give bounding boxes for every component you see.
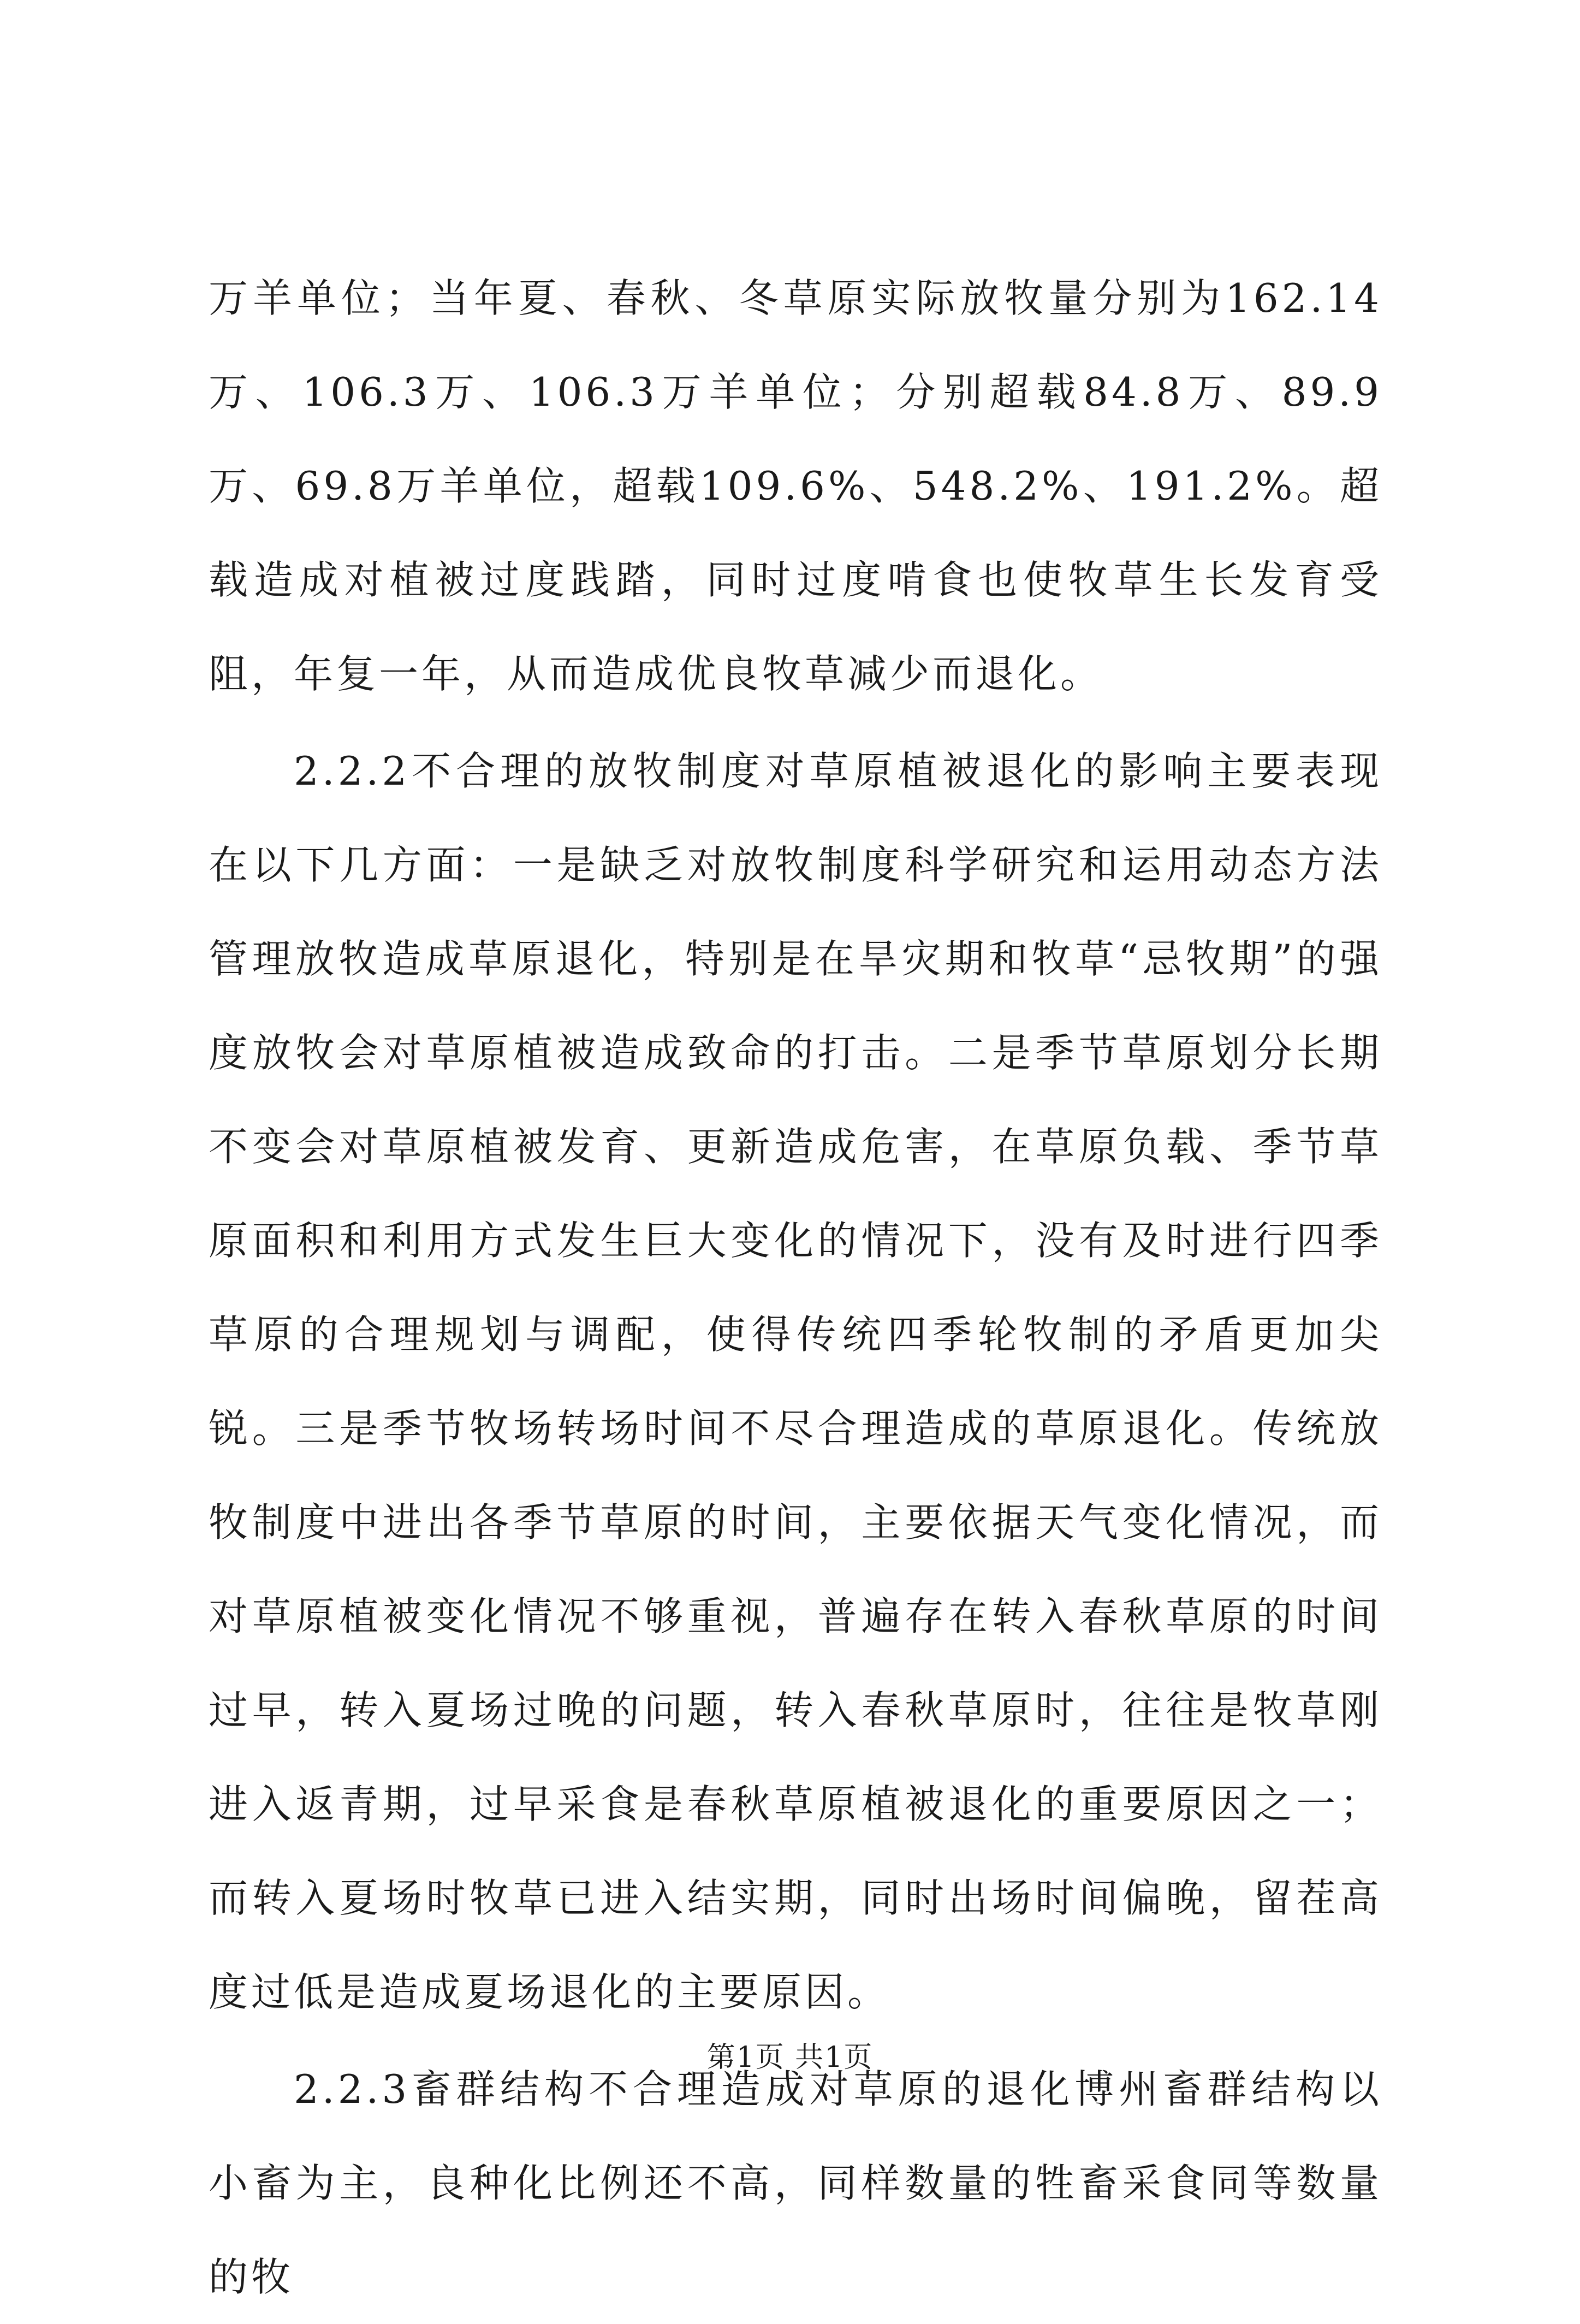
paragraph-continued: 万羊单位；当年夏、春秋、冬草原实际放牧量分别为162.14万、106.3万、106.3万羊单位；分别超载84.8万、89.9万、69.8万羊单位，超载109.6%、548.2%、191.2%。超载造成对植被过度践踏，同时过度啃食也使牧草生长发育受阻，年复一年，从而造成优良牧草减少而退化。 [209, 275, 1382, 697]
page-footer: 第1页 共1页 [706, 2041, 874, 2074]
paragraph-section-2-2-3: 2.2.3畜群结构不合理造成对草原的退化博州畜群结构以小畜为主，良种化比例还不高，同样数量的牲畜采食同等数量的牧 [209, 2066, 1382, 2300]
document-body [209, 251, 1382, 2324]
paragraph-section-2-2-2: 2.2.2不合理的放牧制度对草原植被退化的影响主要表现在以下几方面：一是缺乏对放牧制度科学研究和运用动态方法管理放牧造成草原退化，特别是在旱灾期和牧草“忌牧期”的强度放牧会对草原植被造成致命的打击。二是季节草原划分长期不变会对草原植被发育、更新造成危害，在草原负载、季节草原面积和利用方式发生巨大变化的情况下，没有及时进行四季草原的合理规划与调配，使得传统四季轮牧制的矛盾更加尖锐。三是季节牧场转场时间不尽合理造成的草原退化。传统放牧制度中进出各季节草原的时间，主要依据天气变化情况，而对草原植被变化情况不够重视，普遍存在转入春秋草原的时间过早，转入夏场过晚的问题，转入春秋草原时，往往是牧草刚进入返青期，过早采食是春秋草原植被退化的重要原因之一；而转入夏场时牧草已进入结实期，同时出场时间偏晚，留茬高度过低是造成夏场退化的主要原因。 [209, 748, 1382, 2015]
